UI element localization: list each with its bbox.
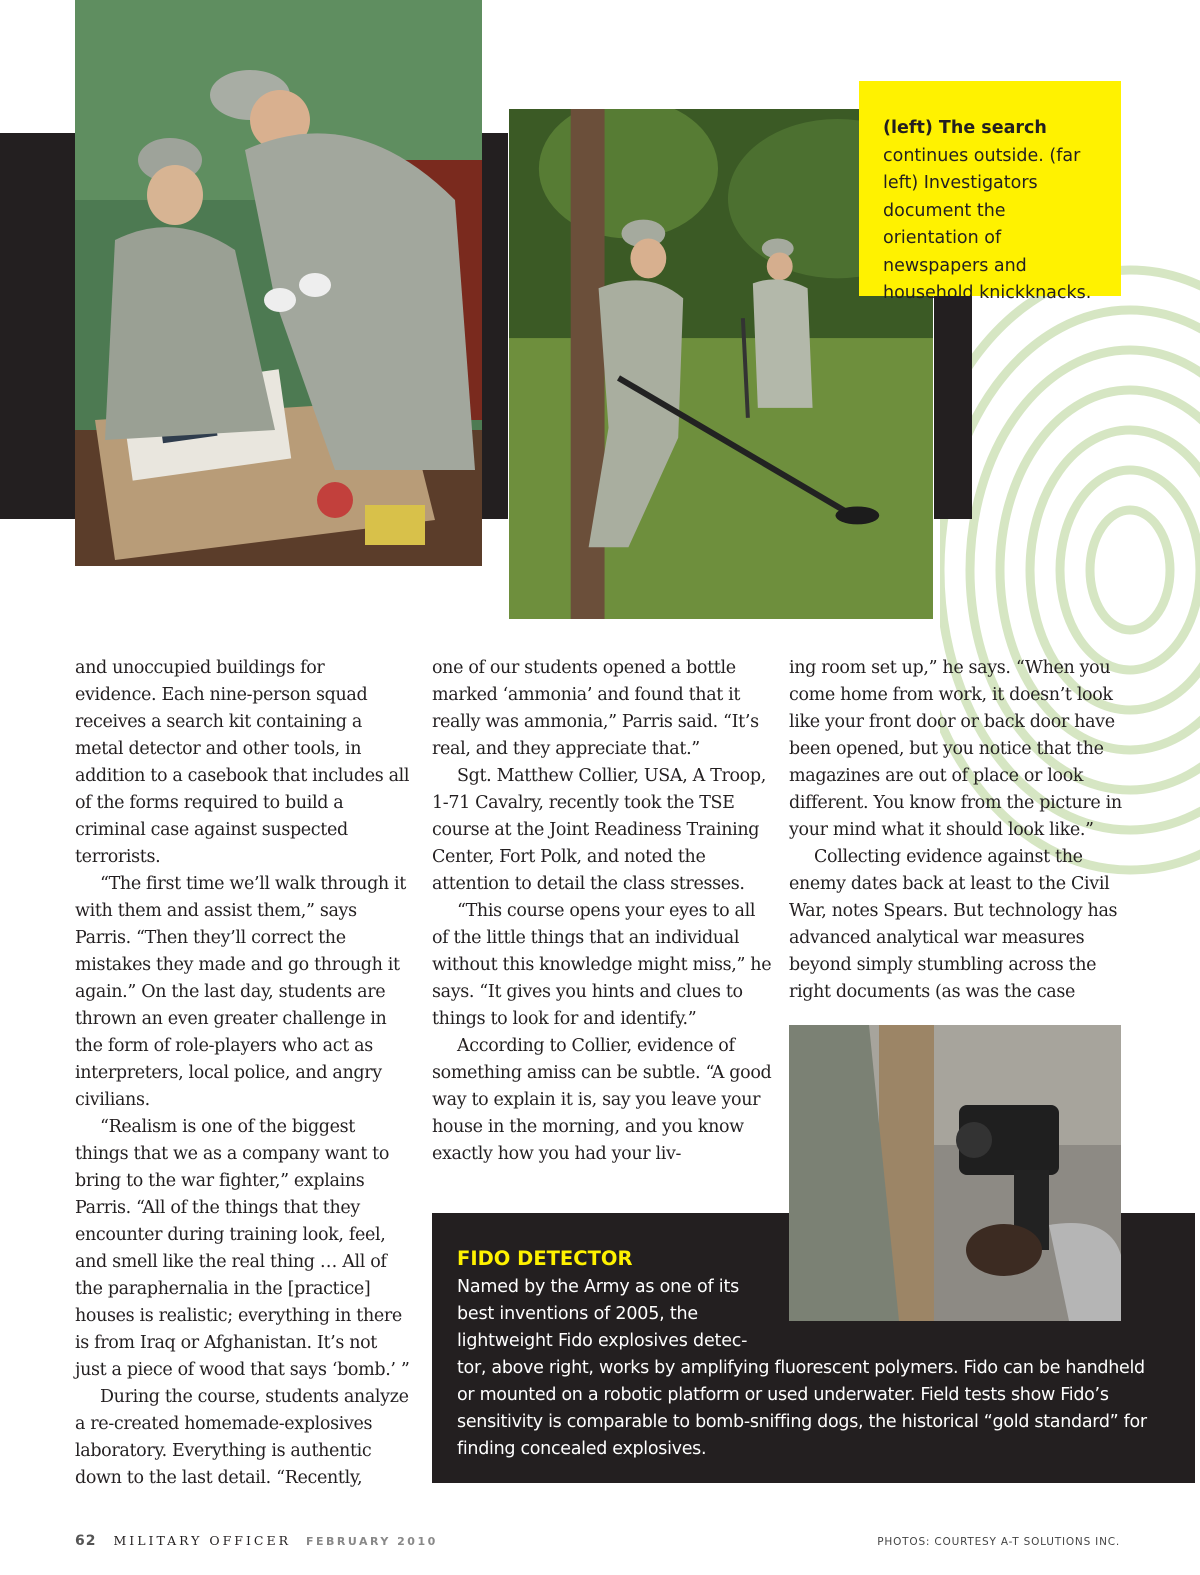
page-number: 62 [75, 1533, 97, 1549]
paragraph: “This course opens your eyes to all of the little things that an individual without this knowledge might miss,” he says. “It gives you hints and clues to things to look for and identify.” [432, 901, 772, 1029]
caption-lead: (left) The search [883, 118, 1047, 138]
article-column-3 [789, 655, 1124, 1006]
paragraph: ing room set up,” he says. “When you come home from work, it doesn’t look like your front door or back door have been opened, but you notice that the magazines are out of place or look different. You know from the picture in your mind what it should look like.” [789, 658, 1122, 840]
paragraph: During the course, students analyze a re-created homemade-explosives laboratory. Everything is authentic down to the last detail. “Recently, [75, 1387, 409, 1488]
page-footer [75, 1533, 438, 1549]
paragraph: According to Collier, evidence of something amiss can be subtle. “A good way to explain it is, say you leave your house in the morning, and you know exactly how you had your liv- [432, 1036, 772, 1164]
issue-date: FEBRUARY 2010 [306, 1535, 438, 1548]
photo-fido-detector [789, 1025, 1121, 1321]
paragraph: “The first time we’ll walk through it with them and assist them,” says Parris. “Then they’ll correct the mistakes they made and go through it again.” On the last day, students are thrown an even greater challenge in the form of role-players who act as interpreters, local police, and angry civilians. [75, 874, 406, 1110]
paragraph: “Realism is one of the biggest things that we as a company want to bring to the war fighter,” explains Parris. “All of the things that they encounter during training look, feel, and smell like the real thing … All of the paraphernalia in the [practice] houses is realistic; everything in there is from Iraq or Afghanistan. It’s not just a piece of wood that says ‘bomb.’ ” [75, 1117, 410, 1380]
photo-credit: PHOTOS: COURTESY A-T SOLUTIONS INC. [877, 1536, 1120, 1548]
paragraph: and unoccupied buildings for evidence. Each nine-person squad receives a search kit containing a metal detector and other tools, in addition to a casebook that includes all of the forms required to build a criminal case against suspected terrorists. [75, 658, 410, 867]
paragraph: Sgt. Matthew Collier, USA, A Troop, 1-71 Cavalry, recently took the TSE course at the Joint Readiness Training Center, Fort Polk, and noted the attention to detail the class stresses. [432, 766, 766, 894]
caption-body: continues outside. (far left) Investigators document the orientation of newspapers and household knickknacks. [883, 145, 1092, 303]
photo-indoor-search [75, 0, 482, 566]
magazine-name: MILITARY OFFICER [113, 1533, 292, 1548]
sidebar-title: FIDO DETECTOR [457, 1247, 633, 1270]
photo-caption [859, 81, 1121, 303]
article-column-1 [75, 655, 410, 1492]
article-column-2 [432, 655, 772, 1168]
paragraph: one of our students opened a bottle marked ‘ammonia’ and found that it really was ammonia,” Parris said. “It’s real, and they appreciate that.” [432, 658, 759, 759]
sidebar-text-bottom: tor, above right, works by amplifying fluorescent polymers. Fido can be handheld or mounted on a robotic platform or used underwater. Field tests show Fido’s sensitivity is comparable to bomb-sniffing dogs, the historical “gold standard” for finding concealed explosives. [457, 1358, 1147, 1459]
sidebar-text-top: Named by the Army as one of its best inventions of 2005, the lightweight Fido explosives detec- [457, 1277, 748, 1351]
paragraph: Collecting evidence against the enemy dates back at least to the Civil War, notes Spears. But technology has advanced analytical war measures beyond simply stumbling across the right documents (as was the case [789, 847, 1118, 1002]
